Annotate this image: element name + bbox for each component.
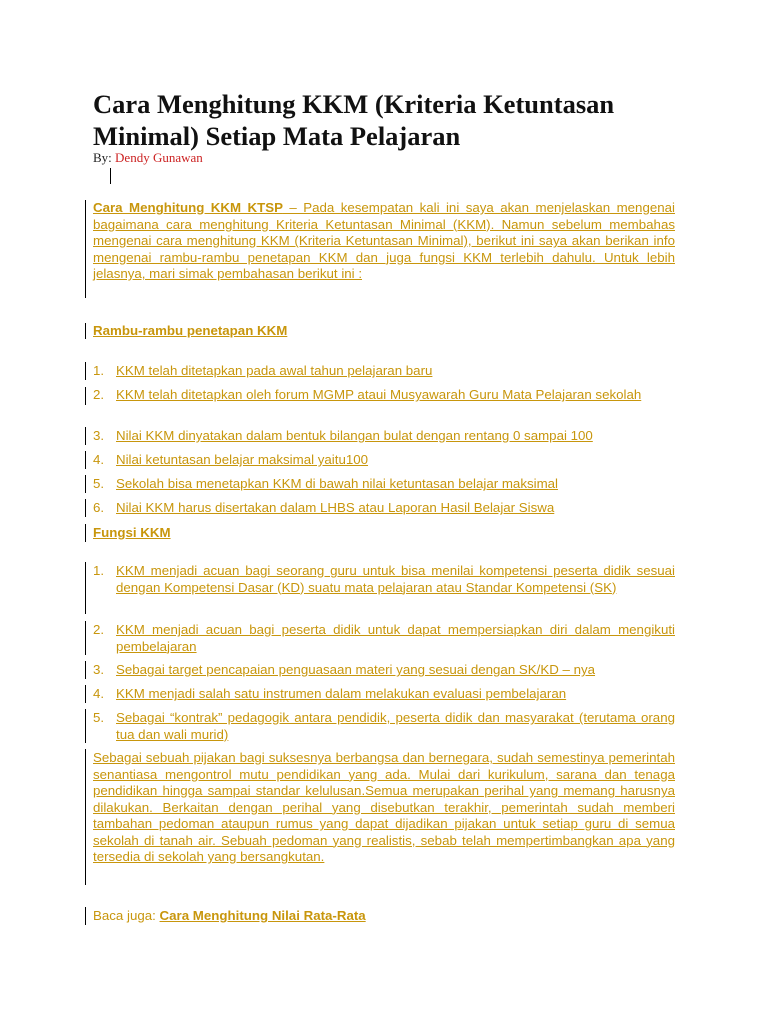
fungsi-item[interactable] [93,710,675,743]
item-text: Nilai KKM harus disertakan dalam LHBS atau Laporan Hasil Belajar Siswa [116,500,555,515]
item-text: KKM menjadi acuan bagi seorang guru untuk bisa menilai kompetensi peserta didik sesuai dengan Kompetensi Dasar (KD) suatu mata pelajaran atau Standar Kompetensi (SK) [116,563,675,595]
margin-bar [85,323,86,339]
item-text: Sebagai “kontrak” pedagogik antara pendidik, peserta didik dan masyarakat (terutama orang tua dan wali murid) [116,710,675,742]
margin-bar [85,709,86,743]
author-link[interactable]: Dendy Gunawan [115,150,203,165]
rambu-item[interactable] [93,428,675,445]
baca-juga-link[interactable]: Cara Menghitung Nilai Rata-Rata [159,908,366,923]
rambu-item[interactable] [93,452,675,469]
margin-bar [85,387,86,405]
baca-juga-label: Baca juga: [93,908,160,923]
fungsi-heading[interactable]: Fungsi KKM [93,525,171,540]
text-cursor [110,168,111,184]
item-number: 5. [93,476,105,491]
margin-bar [85,524,86,542]
fungsi-item[interactable] [93,686,675,703]
margin-bar [85,362,86,380]
margin-bar [85,562,86,614]
margin-bar [85,749,86,885]
item-number: 3. [93,428,105,443]
item-number: 1. [93,563,105,578]
item-number: 4. [93,686,105,701]
item-text: Sebagai target pencapaian penguasaan materi yang sesuai dengan SK/KD – nya [116,662,596,677]
margin-bar [85,451,86,469]
item-text: KKM menjadi salah satu instrumen dalam melakukan evaluasi pembelajaran [116,686,567,701]
item-number: 6. [93,500,105,515]
item-number: 3. [93,662,105,677]
rambu-item[interactable] [93,476,675,493]
by-label: By: [93,150,112,165]
item-number: 5. [93,710,105,725]
fungsi-item[interactable] [93,662,675,679]
item-text: KKM menjadi acuan bagi peserta didik untuk dapat mempersiapkan diri dalam mengikuti pembelajaran [116,622,675,654]
body-paragraph[interactable]: Sebagai sebuah pijakan bagi suksesnya berbangsa dan bernegara, sudah semestinya pemerintah senantiasa mengontrol mutu pendidikan yang ada. Mulai dari kurikulum, sarana dan tenaga pendidikan hingga sampai standar kelulusan.Semua merupakan perihal yang memang harusnya dilakukan. Berkaitan dengan perihal yang disebutkan terakhir, pemerintah sudah memberi tambahan pedoman ataupun rumus yang dapat dijadikan pijakan untuk setiap guru di semua sekolah di tanah air. Sebuah pedoman yang realistis, sebab telah mempertimbangkan apa yang tersedia di sekolah yang bersangkutan. [93,750,675,864]
item-text: Nilai ketuntasan belajar maksimal yaitu100 [116,452,369,467]
byline [93,150,203,166]
margin-bar [85,907,86,925]
fungsi-item[interactable] [93,622,675,655]
item-text: Sekolah bisa menetapkan KKM di bawah nilai ketuntasan belajar maksimal [116,476,558,491]
margin-bar [85,475,86,493]
item-number: 1. [93,363,105,378]
rambu-item[interactable] [93,363,675,380]
item-text: KKM telah ditetapkan pada awal tahun pelajaran baru [116,363,433,378]
intro-paragraph[interactable] [93,200,675,283]
intro-lead-link[interactable]: Cara Menghitung KKM KTSP [93,200,283,215]
item-number: 2. [93,622,105,637]
margin-bar [85,200,86,298]
article-title: Cara Menghitung KKM (Kriteria Ketuntasan Minimal) Setiap Mata Pelajaran [93,89,615,151]
margin-bar [85,661,86,679]
fungsi-item[interactable] [93,563,675,596]
item-text: KKM telah ditetapkan oleh forum MGMP ataui Musyawarah Guru Mata Pelajaran sekolah [116,387,642,402]
rambu-item[interactable] [93,387,675,404]
rambu-item[interactable] [93,500,675,517]
margin-bar [85,499,86,517]
item-number: 4. [93,452,105,467]
item-number: 2. [93,387,105,402]
margin-bar [85,621,86,655]
margin-bar [85,685,86,703]
margin-bar [85,427,86,445]
item-text: Nilai KKM dinyatakan dalam bentuk bilangan bulat dengan rentang 0 sampai 100 [116,428,593,443]
baca-juga [93,908,366,923]
intro-text: – Pada kesempatan kali ini saya akan menjelaskan mengenai bagaimana cara menghitung Kriteria Ketuntasan Minimal (KKM). Namun sebelum membahas mengenai cara menghitung KKM (Kriteria Ketuntasan Minimal), berikut ini saya akan berikan info mengenai rambu-rambu penetapan KKM dan juga fungsi KKM terlebih dahulu. Untuk lebih jelasnya, mari simak pembahasan berikut ini : [93,200,675,281]
rambu-heading[interactable]: Rambu-rambu penetapan KKM [93,323,288,338]
